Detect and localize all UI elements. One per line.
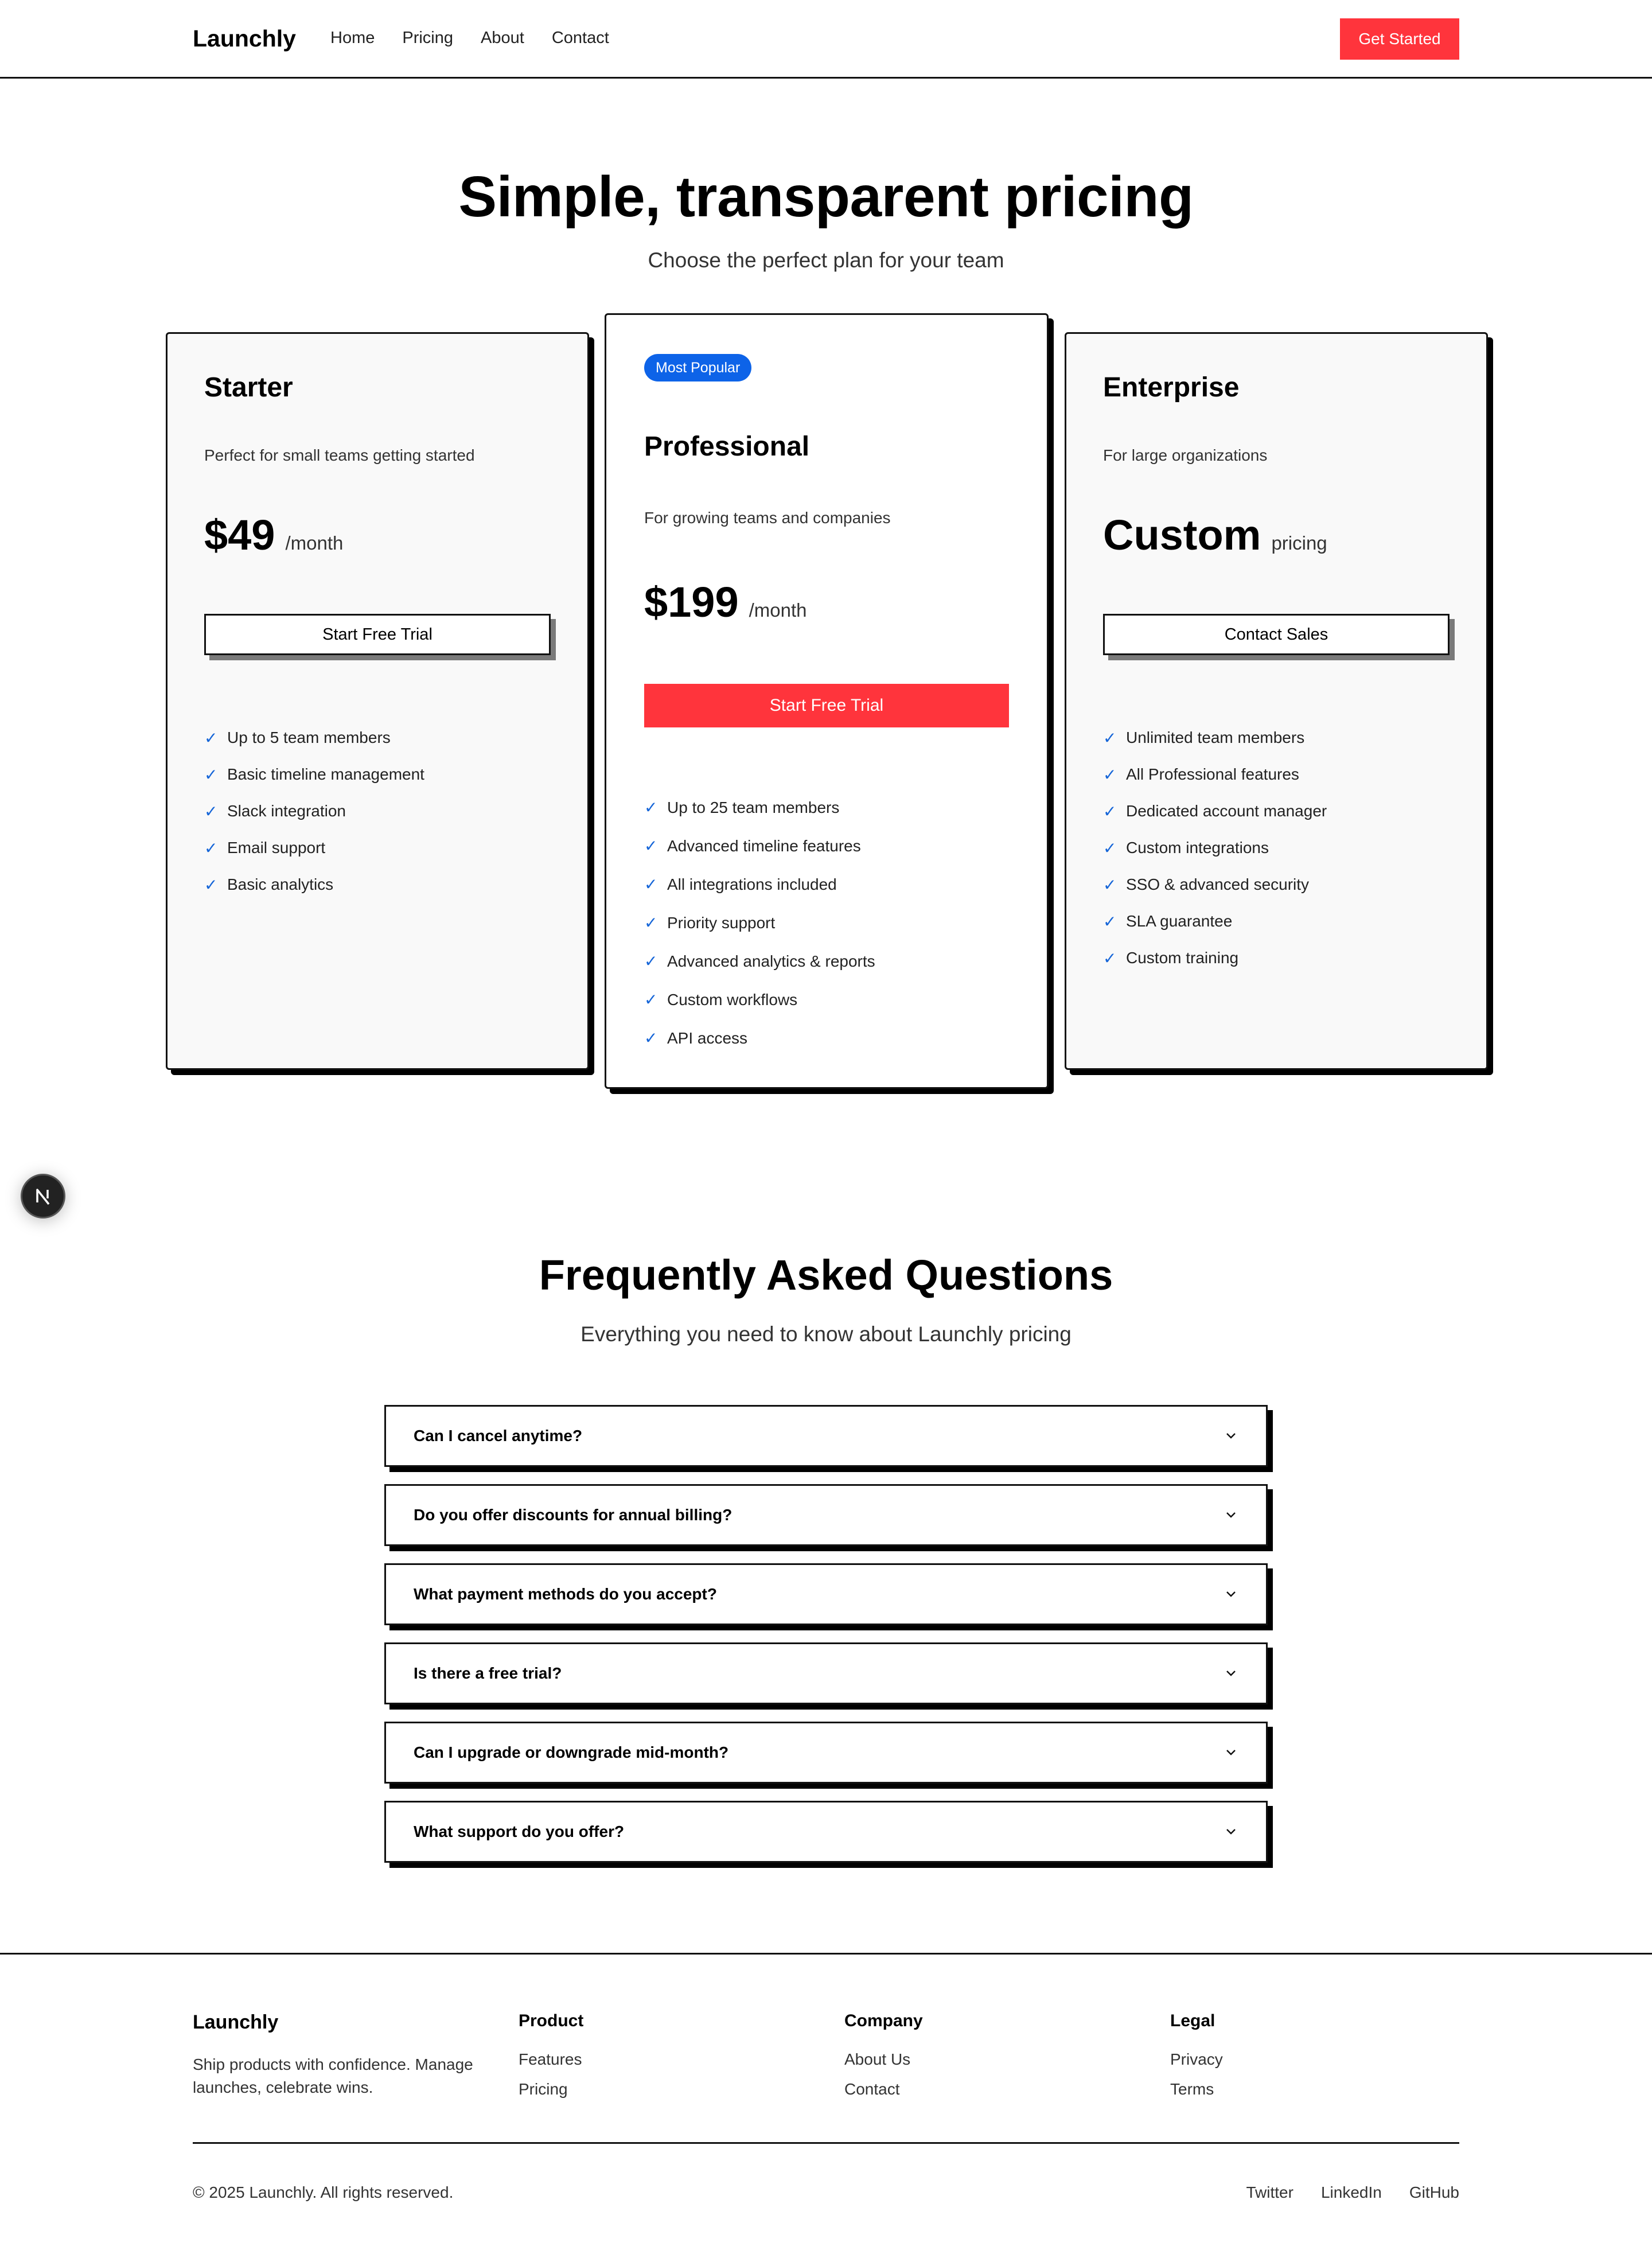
- faq-question: Is there a free trial?: [414, 1664, 562, 1682]
- nav-link-contact[interactable]: Contact: [551, 29, 609, 47]
- check-icon: ✓: [644, 799, 658, 816]
- check-icon: ✓: [644, 1029, 658, 1047]
- faq-item[interactable]: [384, 1563, 1268, 1625]
- plan-name: Starter: [204, 372, 293, 403]
- feature-item: ✓ Basic analytics: [204, 875, 334, 894]
- check-icon: ✓: [1103, 802, 1117, 820]
- page-title: Simple, transparent pricing: [458, 165, 1194, 229]
- footer-link-features[interactable]: Features: [519, 2050, 582, 2068]
- feature-item: ✓ All Professional features: [1103, 765, 1299, 784]
- footer-column-legal: [1170, 2011, 1223, 2110]
- feature-item: ✓ Advanced analytics & reports: [644, 952, 875, 970]
- faq-subtitle: Everything you need to know about Launchly pricing: [580, 1322, 1072, 1346]
- feature-item: ✓ Priority support: [644, 913, 776, 932]
- footer-top-border: [0, 1953, 1652, 1955]
- faq-item[interactable]: [384, 1801, 1268, 1863]
- plan-name: Professional: [644, 431, 810, 462]
- faq-item[interactable]: [384, 1722, 1268, 1784]
- footer-tagline: Ship products with confidence. Manage launches, celebrate wins.: [193, 2055, 473, 2096]
- check-icon: ✓: [204, 875, 218, 894]
- faq-question: Do you offer discounts for annual billing?: [414, 1506, 733, 1524]
- nav-links: [330, 29, 609, 48]
- next-js-icon[interactable]: [21, 1174, 65, 1218]
- footer-link-about-us[interactable]: About Us: [844, 2050, 911, 2068]
- footer-heading: Legal: [1170, 2011, 1215, 2030]
- chevron-down-icon: [1224, 1508, 1238, 1523]
- plan-card-starter: [166, 332, 589, 1070]
- faq-title: Frequently Asked Questions: [539, 1251, 1113, 1299]
- faq-question: Can I cancel anytime?: [414, 1427, 583, 1445]
- feature-item: ✓ Advanced timeline features: [644, 836, 861, 855]
- check-icon: ✓: [1103, 839, 1117, 857]
- plan-price: [1103, 511, 1327, 559]
- most-popular-badge: Most Popular: [644, 354, 751, 381]
- check-icon: ✓: [1103, 729, 1117, 747]
- nav-link-home[interactable]: Home: [330, 29, 375, 47]
- plan-price: [644, 578, 807, 626]
- faq-item[interactable]: [384, 1642, 1268, 1704]
- feature-item: ✓ API access: [644, 1029, 748, 1047]
- price-period: pricing: [1271, 532, 1327, 554]
- feature-item: ✓ SSO & advanced security: [1103, 875, 1310, 894]
- check-icon: ✓: [204, 802, 218, 820]
- faq-question: What support do you offer?: [414, 1823, 625, 1840]
- start-free-trial-button[interactable]: Start Free Trial: [644, 684, 1009, 727]
- feature-item: ✓ SLA guarantee: [1103, 912, 1233, 931]
- footer-link-terms[interactable]: Terms: [1170, 2080, 1214, 2098]
- check-icon: ✓: [644, 952, 658, 970]
- chevron-down-icon: [1224, 1587, 1238, 1602]
- feature-item: ✓ Custom training: [1103, 949, 1239, 967]
- footer-logo[interactable]: Launchly: [193, 2011, 279, 2033]
- faq-question: What payment methods do you accept?: [414, 1585, 717, 1603]
- next-js-glyph: [32, 1185, 54, 1208]
- check-icon: ✓: [644, 914, 658, 932]
- footer-brand-column: [193, 2011, 480, 2099]
- feature-item: ✓ Email support: [204, 839, 326, 857]
- price-period: /month: [749, 599, 807, 621]
- footer-link-privacy[interactable]: Privacy: [1170, 2050, 1223, 2068]
- plan-name: Enterprise: [1103, 372, 1240, 403]
- plan-card-enterprise: [1065, 332, 1488, 1070]
- feature-item: ✓ Up to 25 team members: [644, 798, 840, 816]
- footer-divider: [193, 2142, 1459, 2144]
- get-started-button[interactable]: Get Started: [1340, 18, 1459, 60]
- start-free-trial-button[interactable]: Start Free Trial: [204, 614, 551, 655]
- feature-list: [204, 719, 424, 903]
- chevron-down-icon: [1224, 1428, 1238, 1443]
- faq-item[interactable]: [384, 1484, 1268, 1546]
- feature-item: ✓ Custom workflows: [644, 990, 798, 1009]
- check-icon: ✓: [1103, 949, 1117, 967]
- price-amount: $199: [644, 578, 739, 626]
- chevron-down-icon: [1224, 1745, 1238, 1760]
- footer-link-contact[interactable]: Contact: [844, 2080, 900, 2098]
- footer-heading: Company: [844, 2011, 923, 2030]
- social-link-twitter[interactable]: Twitter: [1246, 2183, 1293, 2201]
- nav-link-about[interactable]: About: [481, 29, 524, 47]
- check-icon: ✓: [1103, 875, 1117, 894]
- logo[interactable]: Launchly: [193, 25, 296, 52]
- nav-link-pricing[interactable]: Pricing: [402, 29, 454, 47]
- social-link-github[interactable]: GitHub: [1409, 2183, 1459, 2201]
- price-period: /month: [285, 532, 344, 554]
- feature-item: ✓ Up to 5 team members: [204, 729, 391, 747]
- footer-link-pricing[interactable]: Pricing: [519, 2080, 568, 2098]
- plan-description: For growing teams and companies: [644, 509, 891, 527]
- faq-item[interactable]: [384, 1405, 1268, 1467]
- price-amount: Custom: [1103, 511, 1261, 559]
- footer-column-company: [844, 2011, 923, 2110]
- price-amount: $49: [204, 511, 275, 559]
- feature-item: ✓ Basic timeline management: [204, 765, 424, 784]
- check-icon: ✓: [644, 837, 658, 855]
- footer-column-product: [519, 2011, 583, 2110]
- copyright: © 2025 Launchly. All rights reserved.: [193, 2183, 454, 2201]
- feature-item: ✓ Custom integrations: [1103, 839, 1269, 857]
- feature-item: ✓ Slack integration: [204, 802, 346, 820]
- footer-heading: Product: [519, 2011, 584, 2030]
- check-icon: ✓: [644, 991, 658, 1009]
- feature-item: ✓ Dedicated account manager: [1103, 802, 1327, 820]
- plan-card-professional: [605, 313, 1049, 1089]
- feature-item: ✓ All integrations included: [644, 875, 837, 893]
- contact-sales-button[interactable]: Contact Sales: [1103, 614, 1450, 655]
- chevron-down-icon: [1224, 1824, 1238, 1839]
- feature-item: ✓ Unlimited team members: [1103, 729, 1305, 747]
- plan-description: For large organizations: [1103, 446, 1268, 464]
- check-icon: ✓: [204, 839, 218, 857]
- plan-price: [204, 511, 343, 559]
- page-subtitle: Choose the perfect plan for your team: [648, 248, 1004, 272]
- top-navigation: [0, 0, 1652, 79]
- chevron-down-icon: [1224, 1666, 1238, 1681]
- social-link-linkedin[interactable]: LinkedIn: [1320, 2183, 1382, 2201]
- check-icon: ✓: [204, 765, 218, 784]
- check-icon: ✓: [644, 875, 658, 893]
- check-icon: ✓: [204, 729, 218, 747]
- social-links: [1246, 2183, 1460, 2202]
- feature-list: [1103, 719, 1327, 976]
- feature-list: [644, 788, 875, 1057]
- check-icon: ✓: [1103, 912, 1117, 931]
- check-icon: ✓: [1103, 765, 1117, 784]
- faq-question: Can I upgrade or downgrade mid-month?: [414, 1743, 729, 1761]
- plan-description: Perfect for small teams getting started: [204, 446, 475, 464]
